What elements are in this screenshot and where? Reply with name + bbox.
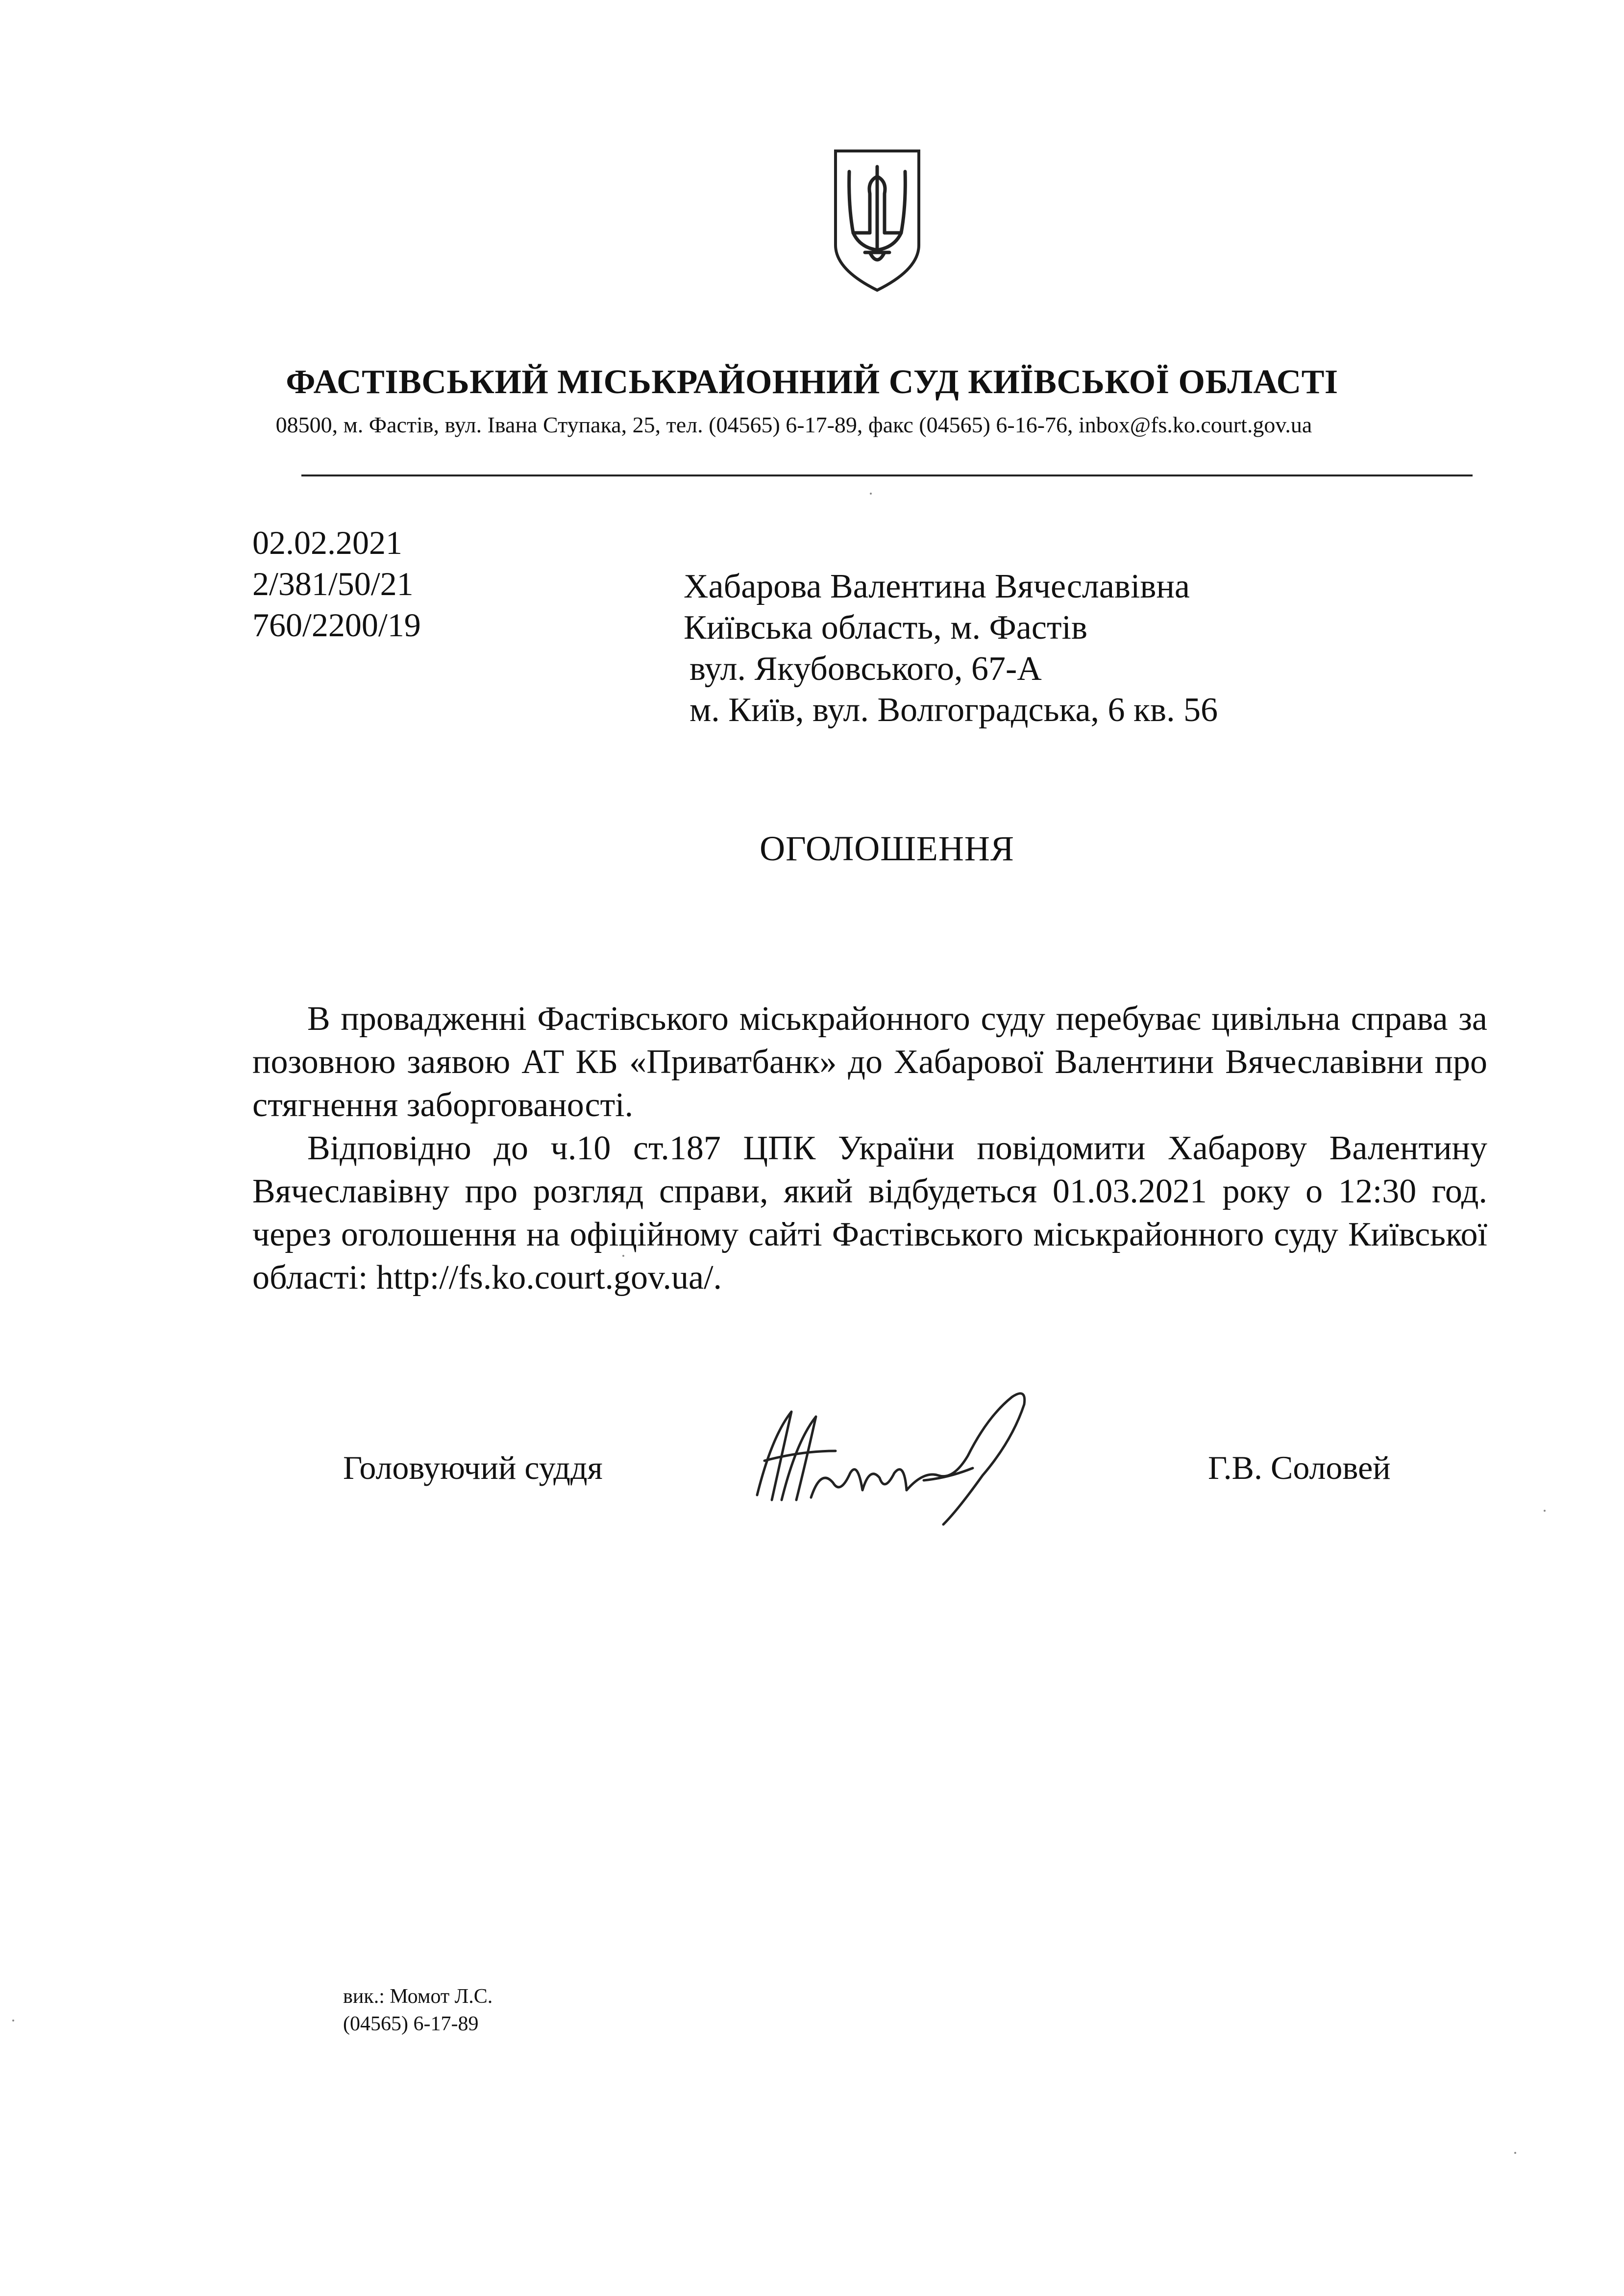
reference-block bbox=[252, 522, 421, 646]
outgoing-number: 2/381/50/21 bbox=[252, 565, 414, 602]
announcement-body bbox=[252, 998, 1487, 1299]
body-paragraph-1: В провадженні Фастівського міськрайонного суду перебуває цивільна справа за позовною заявою АТ КБ «Приватбанк» до Хабарової Валентини Вячеславівни про стягнення заборгованості. bbox=[252, 1000, 1487, 1124]
judge-title: Головуючий суддя bbox=[343, 1449, 603, 1486]
addressee-second-address: м. Київ, вул. Волгоградська, 6 кв. 56 bbox=[689, 691, 1218, 729]
scan-speck bbox=[12, 2020, 14, 2021]
case-number: 760/2200/19 bbox=[252, 606, 421, 644]
scan-speck bbox=[1544, 1510, 1546, 1512]
addressee-block bbox=[684, 566, 1218, 731]
executor-block bbox=[343, 1983, 492, 2038]
court-name: ФАСТІВСЬКИЙ МІСЬКРАЙОННИЙ СУД КИЇВСЬКОЇ ОБЛАСТІ bbox=[286, 363, 1338, 401]
body-paragraph-2: Відповідно до ч.10 ст.187 ЦПК України повідомити Хабарову Валентину Вячеславівну про розгляд справи, який відбудеться 01.03.2021 року о 12:30 год. через оголошення на офіційному сайті Фастівського міськрайонного суду Київської області: http://fs.ko.court.gov.ua/. bbox=[252, 1129, 1487, 1297]
scan-speck bbox=[622, 1255, 624, 1257]
executor-name: вик.: Момот Л.С. bbox=[343, 1985, 493, 2008]
coat-of-arms-icon bbox=[831, 147, 924, 294]
judge-name: Г.В. Соловей bbox=[1208, 1449, 1391, 1486]
court-address: 08500, м. Фастів, вул. Івана Ступака, 25, тел. (04565) 6-17-89, факс (04565) 6-16-76, inbox@fs.ko.court.gov.ua bbox=[275, 412, 1312, 437]
addressee-region: Київська область, м. Фастів bbox=[684, 609, 1088, 647]
document-title: ОГОЛОШЕННЯ bbox=[760, 829, 1014, 868]
addressee-street: вул. Якубовського, 67-А bbox=[689, 650, 1042, 688]
scan-speck bbox=[1514, 2152, 1516, 2154]
handwritten-signature bbox=[738, 1377, 1041, 1534]
addressee-name: Хабарова Валентина Вячеславівна bbox=[684, 568, 1190, 605]
scan-speck bbox=[870, 493, 872, 495]
document-date: 02.02.2021 bbox=[252, 524, 402, 561]
header-divider bbox=[301, 474, 1473, 476]
executor-phone: (04565) 6-17-89 bbox=[343, 2013, 479, 2035]
